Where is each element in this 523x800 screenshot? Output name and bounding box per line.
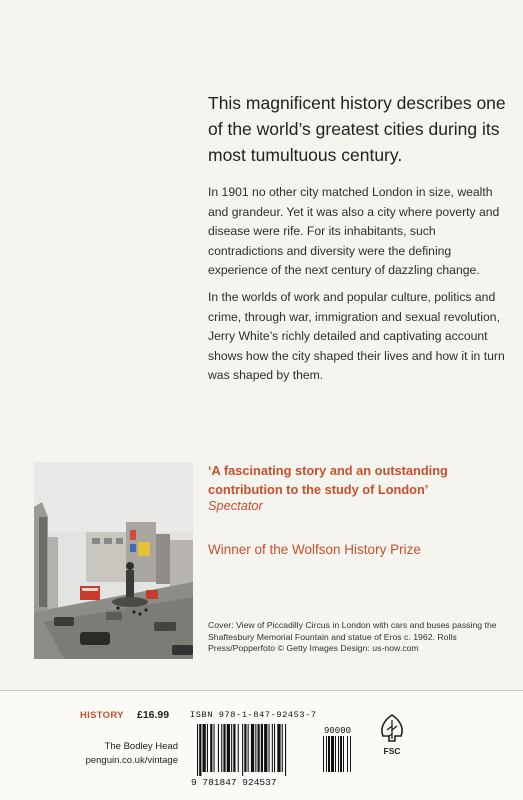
blurb-paragraph-1: In 1901 no other city matched London in size, wealth and grandeur. Yet it was also a city where poverty and disease were rife. For its inhabitants, such contradictions and diversity were the defining experience of the next century of dazzling change.: [208, 185, 500, 277]
publisher-name: The Bodley Head: [104, 741, 178, 752]
blurb-paragraph-2: In the worlds of work and popular culture, politics and crime, through war, immigration and sexual revolution, Jerry White’s richly detailed and captivating account shows how the city shaped their lives and how it in turn was shaped by them.: [208, 290, 505, 382]
category-label: HISTORY: [80, 710, 124, 721]
fsc-text: FSC: [383, 746, 401, 756]
barcode-number: 9 781847 924537: [191, 777, 277, 788]
review-quote: ‘A fascinating story and an outstanding contribution to the study of London’: [208, 463, 448, 497]
price-code: 90000: [324, 726, 352, 736]
publisher-website: penguin.co.uk/vintage: [85, 755, 178, 766]
price-label: £16.99: [137, 709, 170, 721]
barcode: [189, 722, 364, 788]
blurb-intro: This magnificent history describes one of the world’s greatest cities during its most tumultuous century.: [208, 93, 506, 165]
isbn-label: ISBN 978-1-847-92453-7: [190, 710, 317, 720]
award-line: Winner of the Wolfson History Prize: [208, 542, 421, 557]
review-source: Spectator: [208, 498, 263, 513]
cover-credits: Cover: View of Piccadilly Circus in London with cars and buses passing the Shaftesbury Memorial Fountain and statue of Eros c. 1962. Rolls Press/Popperfoto © Getty Images Design: us-now.com: [208, 620, 497, 653]
cover-photo-piccadilly-circus: [34, 462, 193, 659]
fsc-logo: [377, 713, 407, 759]
